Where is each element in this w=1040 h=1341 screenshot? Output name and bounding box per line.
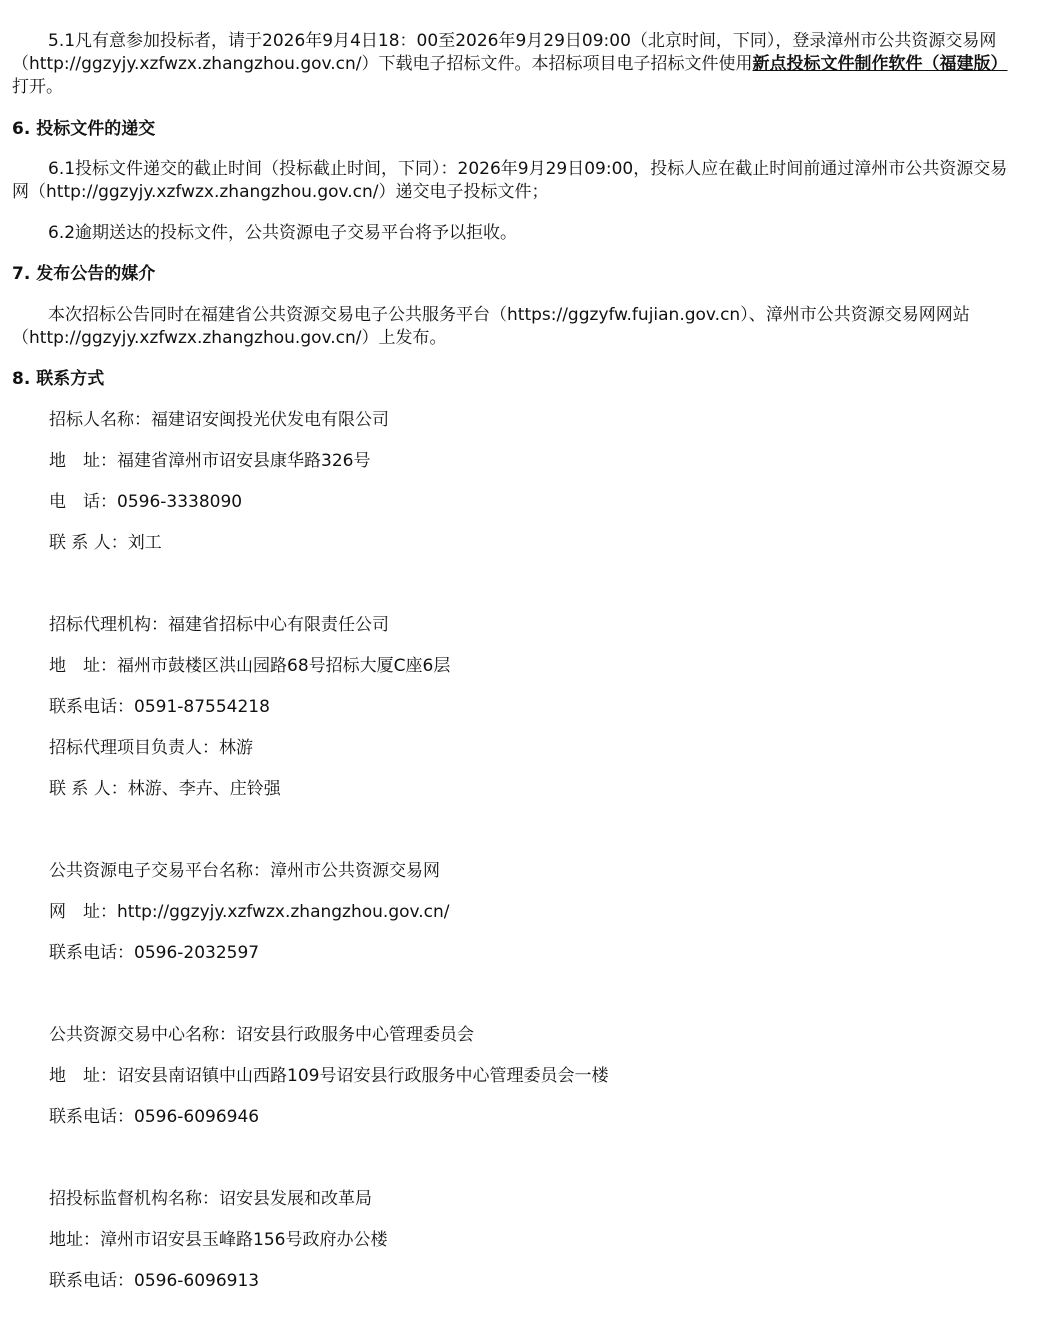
platform-url: 网 址：http://ggzyjy.xzfwzx.zhangzhou.gov.cn/ bbox=[49, 902, 450, 922]
paragraph-6-1: 6.1投标文件递交的截止时间（投标截止时间，下同）：2026年9月29日09:00，投标人应在截止时间前通过漳州市公共资源交易网（http://ggzyjy.xzfwzx.zhangzhou.gov.cn/）递交电子投标文件； bbox=[12, 159, 1008, 202]
platform-name: 公共资源电子交易平台名称：漳州市公共资源交易网 bbox=[49, 861, 440, 881]
platform-phone: 联系电话：0596-2032597 bbox=[49, 943, 260, 963]
tenderer-name: 招标人名称：福建诏安闽投光伏发电有限公司 bbox=[49, 410, 389, 430]
tenderer-address: 地 址：福建省漳州市诏安县康华路326号 bbox=[49, 451, 371, 471]
section-7-heading: 7. 发布公告的媒介 bbox=[12, 264, 156, 284]
agency-manager: 招标代理项目负责人：林游 bbox=[49, 738, 253, 758]
software-link[interactable]: 新点投标文件制作软件（福建版） bbox=[752, 54, 1008, 74]
center-address: 地 址：诏安县南诏镇中山西路109号诏安县行政服务中心管理委员会一楼 bbox=[49, 1066, 609, 1086]
paragraph-7-1: 本次招标公告同时在福建省公共资源交易电子公共服务平台（https://ggzyfw.fujian.gov.cn）、漳州市公共资源交易网网站（http://ggzyjy.xzfwzx.zhangzhou.gov.cn/）上发布。 bbox=[12, 305, 970, 348]
supervisor-address: 地址：漳州市诏安县玉峰路156号政府办公楼 bbox=[49, 1230, 388, 1250]
center-name: 公共资源交易中心名称：诏安县行政服务中心管理委员会 bbox=[49, 1025, 474, 1045]
section-8-heading: 8. 联系方式 bbox=[12, 369, 105, 389]
section-6-heading: 6. 投标文件的递交 bbox=[12, 119, 156, 139]
paragraph-5-1-tail: 打开。 bbox=[12, 77, 63, 97]
tenderer-phone: 电 话：0596-3338090 bbox=[49, 492, 243, 512]
agency-phone: 联系电话：0591-87554218 bbox=[49, 697, 270, 717]
paragraph-5-1 bbox=[12, 30, 1020, 99]
paragraph-6-2: 6.2逾期送达的投标文件，公共资源电子交易平台将予以拒收。 bbox=[48, 223, 518, 243]
agency-name: 招标代理机构：福建省招标中心有限责任公司 bbox=[49, 615, 389, 635]
tenderer-contact: 联 系 人：刘工 bbox=[49, 533, 162, 553]
supervisor-name: 招投标监督机构名称：诏安县发展和改革局 bbox=[49, 1189, 372, 1209]
agency-address: 地 址：福州市鼓楼区洪山园路68号招标大厦C座6层 bbox=[49, 656, 451, 676]
paragraph-5-1-text: 5.1凡有意参加投标者，请于2026年9月4日18：00至2026年9月29日09:00（北京时间，下同），登录漳州市公共资源交易网（http://ggzyjy.xzfwzx.zhangzhou.gov.cn/）下载电子招标文件。本招标项目电子招标文件使用 bbox=[12, 31, 997, 74]
center-phone: 联系电话：0596-6096946 bbox=[49, 1107, 260, 1127]
agency-contact: 联 系 人：林游、李卉、庄铃强 bbox=[49, 779, 281, 799]
supervisor-phone: 联系电话：0596-6096913 bbox=[49, 1271, 260, 1291]
